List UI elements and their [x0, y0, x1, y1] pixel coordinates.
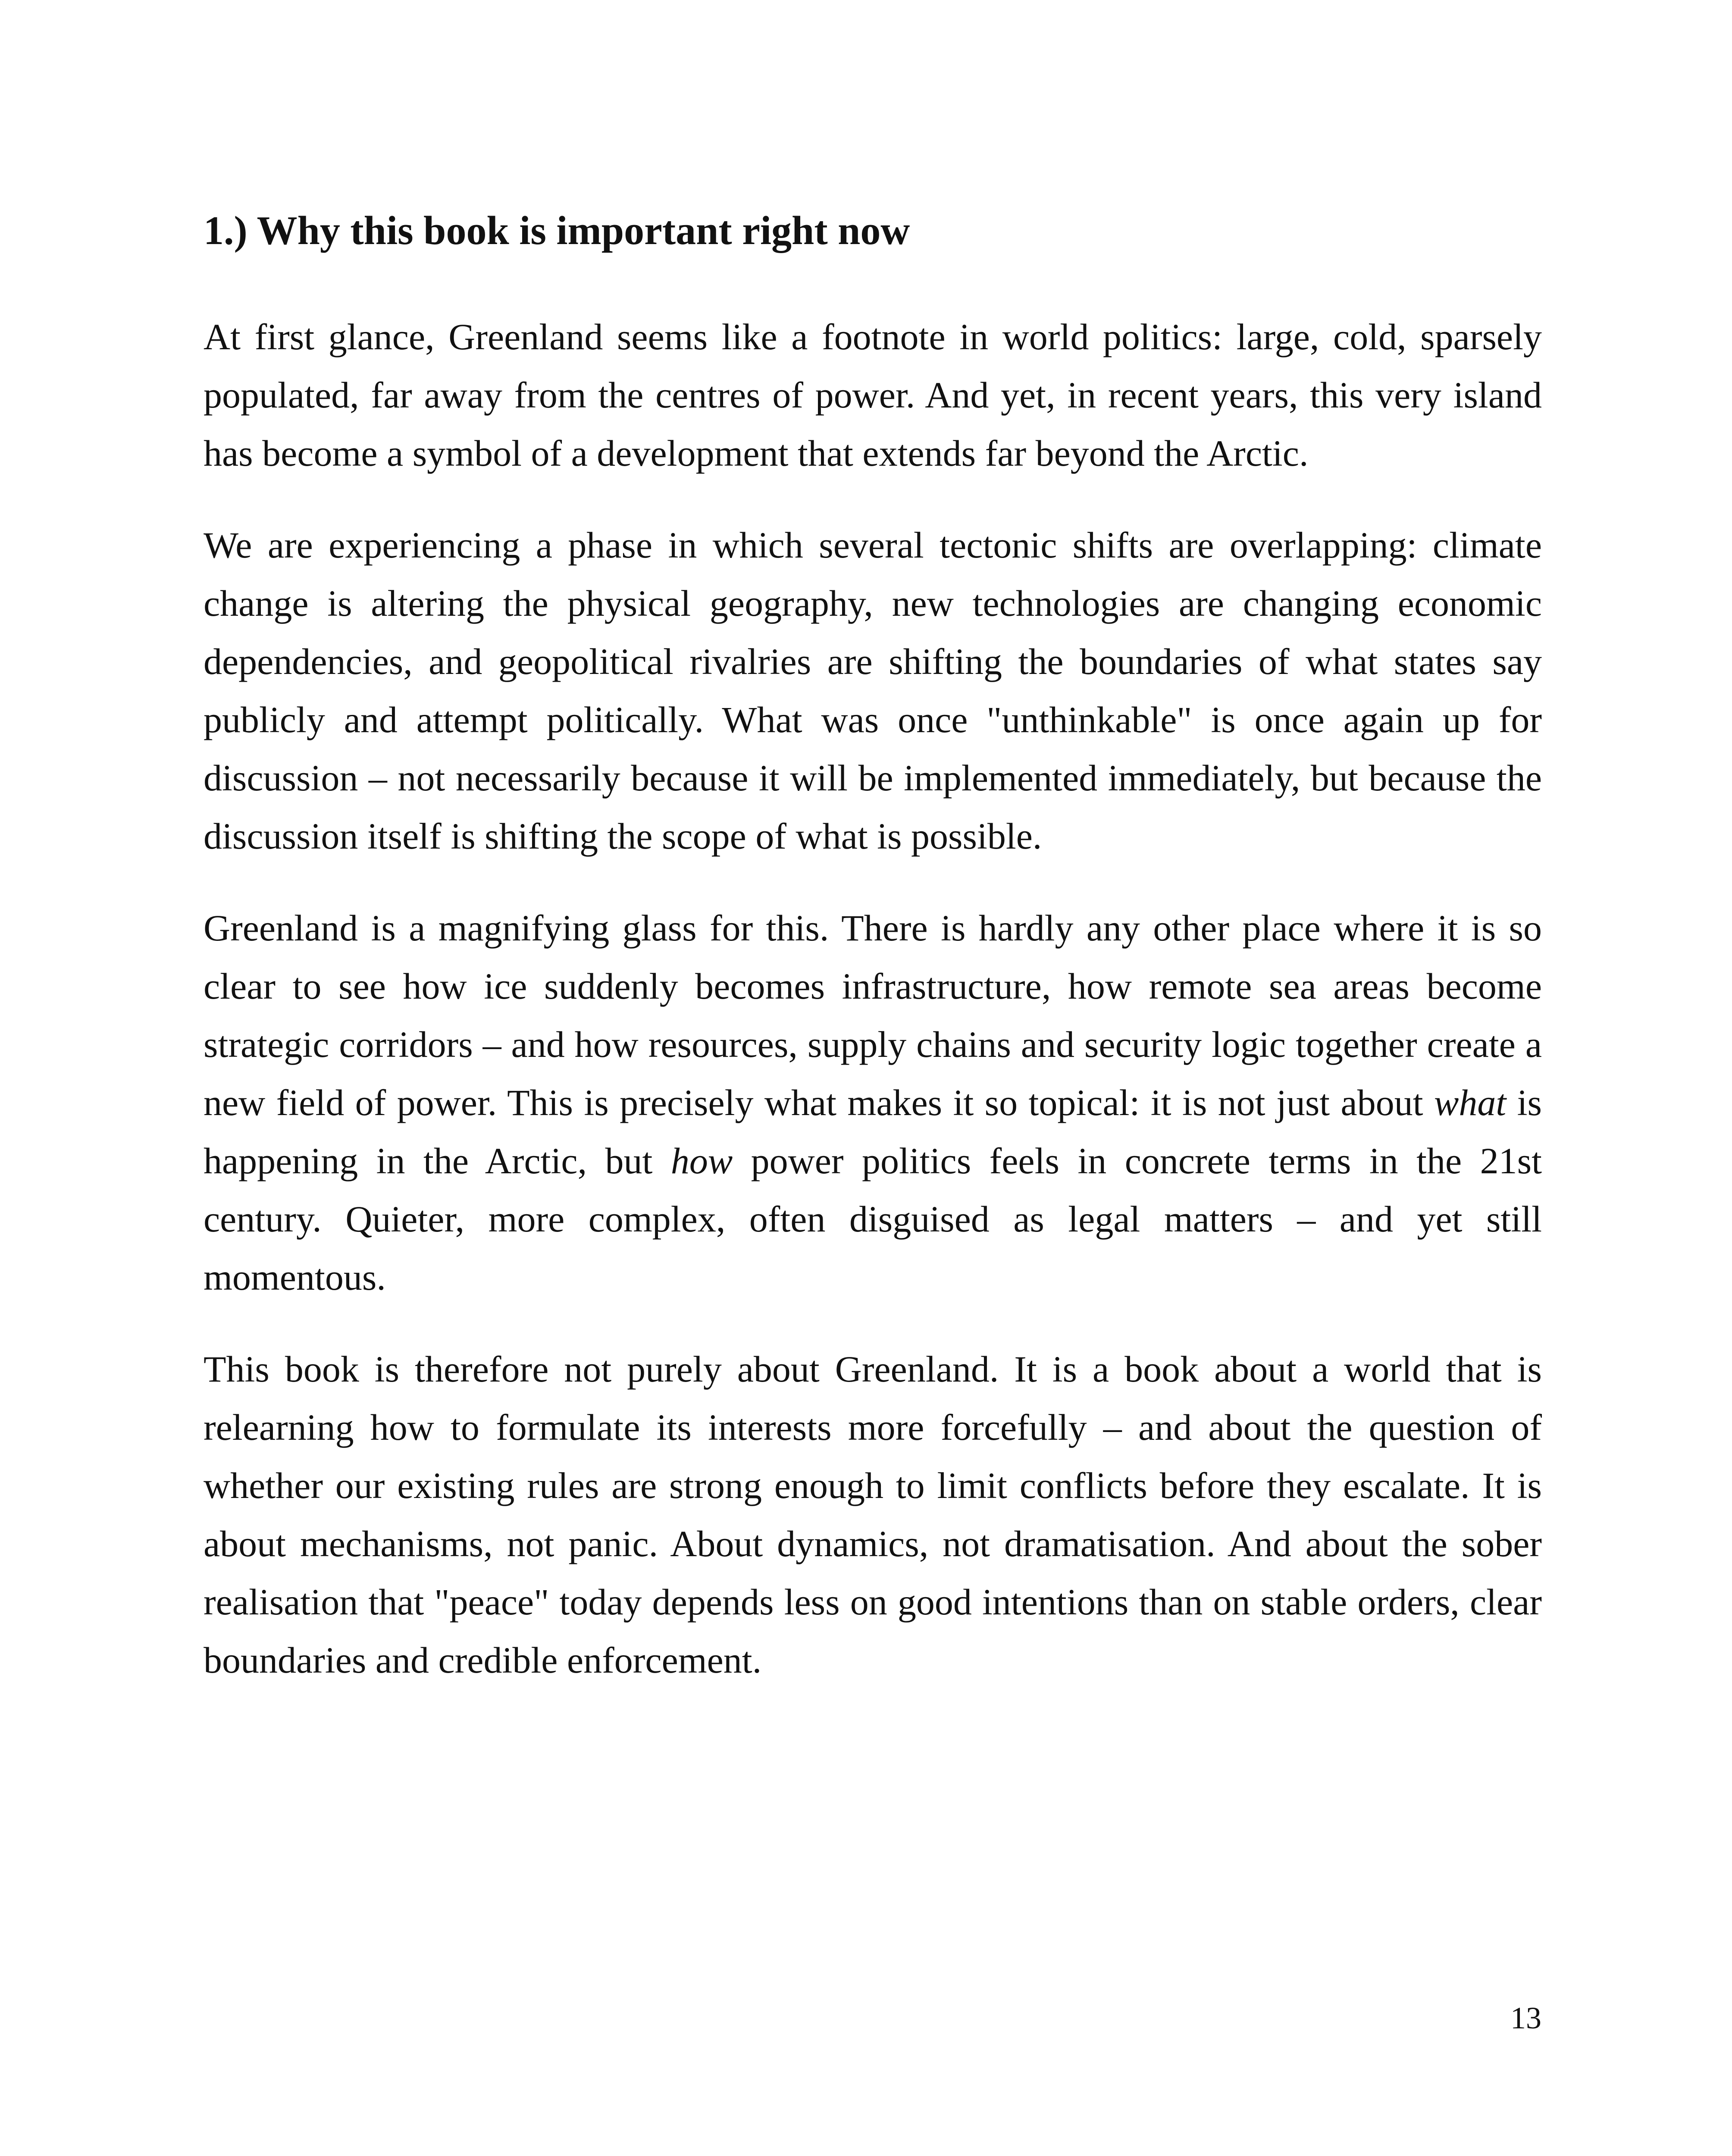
paragraph-4: This book is therefore not purely about Greenland. It is a book about a world that is relearning how to formulate its interests more forcefully – and about the question of whether our existing rules are strong enough to limit conflicts before they escalate. It is about mechanisms, not panic. About dynamics, not dramatisation. And about the sober realisation that "peace" today depends less on good intentions than on stable orders, clear boundaries and credible enforcement.: [204, 1348, 1542, 1681]
emphasis-what: what: [1434, 1082, 1506, 1123]
paragraph-3-text-3: power politics feels in concrete terms in the 21st century. Quieter, more complex, often disguised as legal matters – and yet still momentous.: [204, 1140, 1542, 1298]
paragraph-3: [204, 899, 1542, 1307]
paragraph-3-text-2: is happening in the Arctic, but: [204, 1082, 1542, 1181]
page-content: [204, 203, 1542, 1689]
paragraph-2: We are experiencing a phase in which several tectonic shifts are overlapping: climate change is altering the physical geography, new technologies are changing economic dependencies, and geopolitical rivalries are shifting the boundaries of what states say publicly and attempt politically. What was once "unthinkable" is once again up for discussion – not necessarily because it will be implemented immediately, but because the discussion itself is shifting the scope of what is possible.: [204, 524, 1542, 857]
emphasis-how: how: [670, 1140, 733, 1181]
body-text: [204, 308, 1542, 1689]
page-number: 13: [1510, 2001, 1541, 2035]
paragraph-3-text-1: Greenland is a magnifying glass for this. There is hardly any other place where it is so clear to see how ice suddenly becomes infrastructure, how remote sea areas become strategic corridors – and how resources, supply chains and security logic together create a new field of power. This is precisely what makes it so topical: it is not just about: [204, 907, 1542, 1123]
paragraph-1: At first glance, Greenland seems like a footnote in world politics: large, cold, sparsely populated, far away from the centres of power. And yet, in recent years, this very island has become a symbol of a development that extends far beyond the Arctic.: [204, 316, 1542, 474]
chapter-heading: 1.) Why this book is important right now: [204, 208, 910, 253]
